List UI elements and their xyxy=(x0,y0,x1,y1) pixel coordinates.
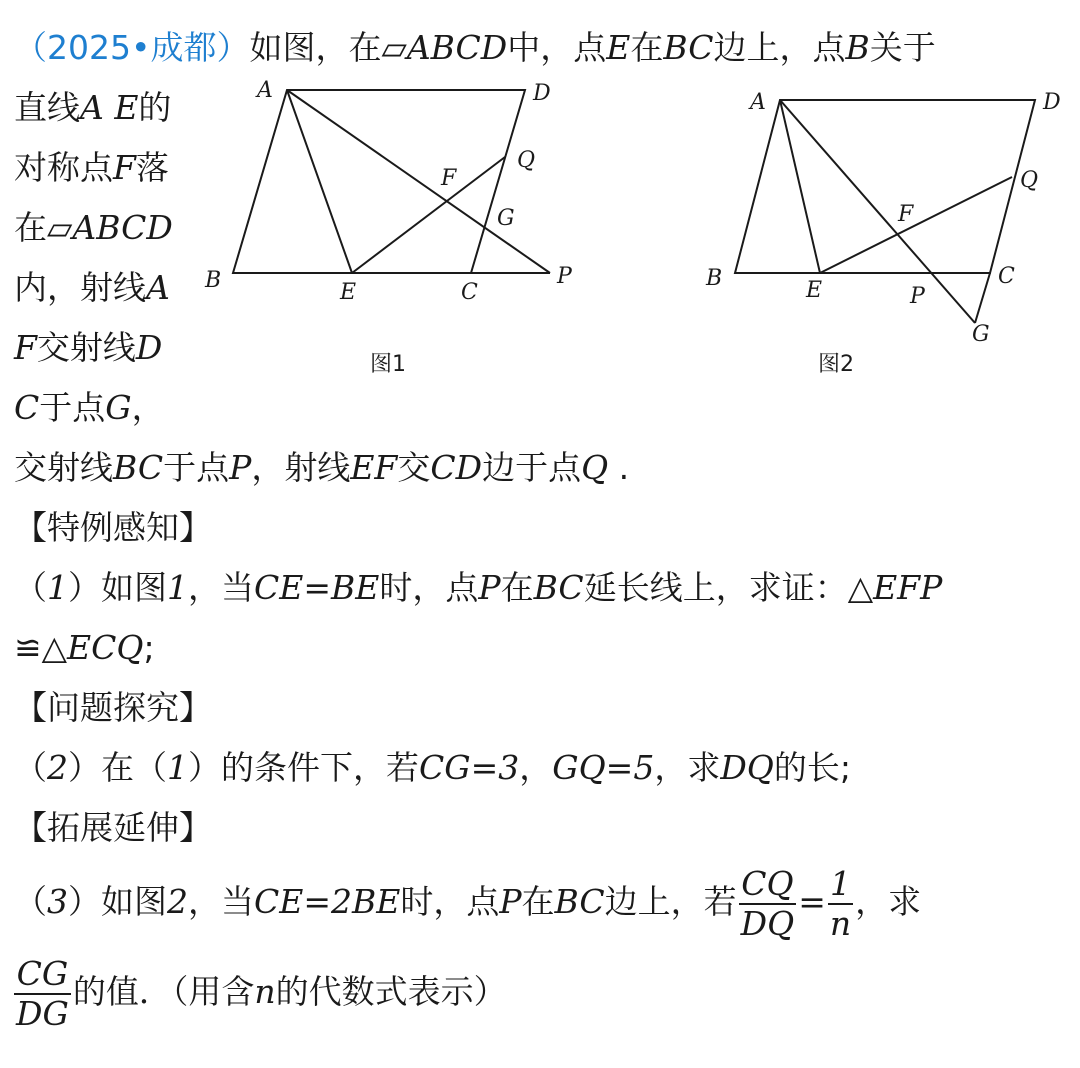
math-abcd: ABCD xyxy=(72,208,173,247)
segment-ae xyxy=(287,90,352,273)
text: 对称点 xyxy=(14,148,113,187)
label-d: D xyxy=(533,81,551,106)
wrap-line-2 xyxy=(14,148,169,188)
text: ，当 xyxy=(188,568,254,607)
parallelogram-abcd xyxy=(735,100,1035,273)
label-f: F xyxy=(898,202,914,227)
text: ，射线 xyxy=(251,448,351,487)
math-ae: A E xyxy=(80,88,139,127)
section-heading-3: 【拓展延伸】 xyxy=(14,808,212,847)
text: ; xyxy=(143,628,155,667)
math-a: A xyxy=(146,268,170,307)
math-f: F xyxy=(14,328,37,367)
math-c: C xyxy=(14,388,40,427)
text: 边上，点 xyxy=(713,28,846,67)
label-q: Q xyxy=(1020,168,1039,193)
text: （ xyxy=(14,748,47,787)
label-q: Q xyxy=(517,148,536,173)
math: 3 xyxy=(47,882,68,921)
label-p: P xyxy=(557,264,572,289)
section-heading-1: 【特例感知】 xyxy=(14,508,212,547)
numerator: CQ xyxy=(739,865,797,905)
parallelogram-abcd xyxy=(233,90,525,273)
text: . xyxy=(608,448,630,487)
figure-2 xyxy=(700,75,1070,385)
equals-sign: = xyxy=(798,882,826,921)
math: CG=3 xyxy=(419,748,520,787)
math: P xyxy=(499,882,522,921)
label-b: B xyxy=(706,266,723,291)
denominator: DG xyxy=(16,993,69,1033)
problem-header xyxy=(14,28,936,68)
text: ，求 xyxy=(654,748,721,787)
segment-cg xyxy=(975,273,990,323)
text: ）如图 xyxy=(68,568,167,607)
text: ， xyxy=(519,748,553,787)
denominator: DQ xyxy=(740,903,795,943)
label-g: G xyxy=(497,206,515,231)
denominator: n xyxy=(829,903,852,943)
text: 在 xyxy=(630,28,664,67)
text: 的长; xyxy=(773,748,851,787)
label-b: B xyxy=(205,268,222,293)
ray-ap xyxy=(287,90,550,273)
text: 时，点 xyxy=(379,568,479,607)
figure-2-lines xyxy=(735,100,1035,323)
text: 交射线 xyxy=(14,448,113,487)
text: 的 xyxy=(138,88,172,127)
text: ≌△ xyxy=(14,628,68,667)
text: 时，点 xyxy=(400,882,500,921)
label-p: P xyxy=(910,284,925,309)
fraction-1-n xyxy=(828,865,853,943)
label-c: C xyxy=(998,264,1015,289)
text: 交 xyxy=(397,448,431,487)
label-f: F xyxy=(441,166,457,191)
text: 关于 xyxy=(869,28,936,67)
figure-1-caption: 图1 xyxy=(370,352,406,377)
parallelogram-icon: ▱ xyxy=(47,208,73,247)
figure-1 xyxy=(195,75,595,385)
text: 边于点 xyxy=(482,448,582,487)
math: P xyxy=(229,448,252,487)
math-f: F xyxy=(113,148,136,187)
full-line-rays xyxy=(14,448,629,488)
text: 于点 xyxy=(163,448,230,487)
question-1-cont xyxy=(14,628,155,668)
text: 的值．（用含 xyxy=(72,972,255,1011)
math: DQ xyxy=(720,748,774,787)
math: EFP xyxy=(873,568,943,607)
math-e: E xyxy=(606,28,631,67)
math-abcd: ABCD xyxy=(406,28,508,67)
label-e: E xyxy=(806,278,823,303)
numerator: CG xyxy=(14,955,71,995)
text: 交射线 xyxy=(36,328,136,367)
text: 内，射线 xyxy=(14,268,146,307)
math-d: D xyxy=(135,328,163,367)
parallelogram-icon: ▱ xyxy=(381,28,407,67)
text: 在 xyxy=(500,568,534,607)
wrap-line-6 xyxy=(14,388,165,428)
math: 1 xyxy=(167,568,188,607)
wrap-line-4 xyxy=(14,268,170,308)
math: 1 xyxy=(167,748,188,787)
section-heading-2: 【问题探究】 xyxy=(14,688,212,727)
text: （ xyxy=(14,882,47,921)
question-2 xyxy=(14,748,851,788)
segment-eq xyxy=(820,177,1012,273)
fraction-cq-dq xyxy=(739,865,797,943)
text: 在 xyxy=(14,208,47,247)
math: 2 xyxy=(47,748,68,787)
math: Q xyxy=(581,448,609,487)
question-1 xyxy=(14,568,942,608)
text: ， xyxy=(131,388,165,427)
label-a: A xyxy=(257,78,273,103)
fraction-cg-dg xyxy=(14,955,71,1033)
question-3-cont xyxy=(14,952,507,1033)
math: CE=2BE xyxy=(254,882,401,921)
text: ，当 xyxy=(188,882,254,921)
segment-ae xyxy=(780,100,820,273)
text-intro: 如图，在 xyxy=(249,28,382,67)
wrap-line-3 xyxy=(14,208,173,248)
label-g: G xyxy=(972,322,990,347)
text: 中，点 xyxy=(507,28,607,67)
math: 2 xyxy=(167,882,188,921)
text: ，求 xyxy=(855,882,922,921)
math-b: B xyxy=(845,28,870,67)
math: GQ=5 xyxy=(552,748,655,787)
text: 在 xyxy=(521,882,555,921)
numerator: 1 xyxy=(828,865,853,905)
math: n xyxy=(254,972,276,1011)
wrap-line-1 xyxy=(14,88,171,128)
text: 延长线上，求证：△ xyxy=(583,568,874,607)
math-g: G xyxy=(105,388,132,427)
segment-eq xyxy=(352,157,505,273)
label-c: C xyxy=(461,280,478,305)
math: P xyxy=(478,568,501,607)
math: ECQ xyxy=(67,628,144,667)
text: ）的条件下，若 xyxy=(188,748,419,787)
text: ）如图 xyxy=(68,882,167,921)
problem-source: （2025•成都） xyxy=(14,28,250,67)
math: CE=BE xyxy=(254,568,380,607)
math: BC xyxy=(554,882,605,921)
math: BC xyxy=(533,568,584,607)
math: BC xyxy=(113,448,164,487)
math: 1 xyxy=(47,568,68,607)
math-bc: BC xyxy=(663,28,714,67)
text: 于点 xyxy=(39,388,106,427)
wrap-line-5 xyxy=(14,328,162,368)
figure-2-caption: 图2 xyxy=(818,352,854,377)
text: ）在（ xyxy=(68,748,167,787)
math: EF xyxy=(350,448,398,487)
text: 的代数式表示） xyxy=(275,972,507,1011)
text: 落 xyxy=(135,148,169,187)
question-3 xyxy=(14,862,921,943)
text: 边上，若 xyxy=(604,882,737,921)
label-a: A xyxy=(750,90,766,115)
label-d: D xyxy=(1043,90,1061,115)
text: （ xyxy=(14,568,47,607)
figure-1-lines xyxy=(233,90,550,273)
math: CD xyxy=(430,448,483,487)
text: 直线 xyxy=(14,88,80,127)
label-e: E xyxy=(340,280,357,305)
